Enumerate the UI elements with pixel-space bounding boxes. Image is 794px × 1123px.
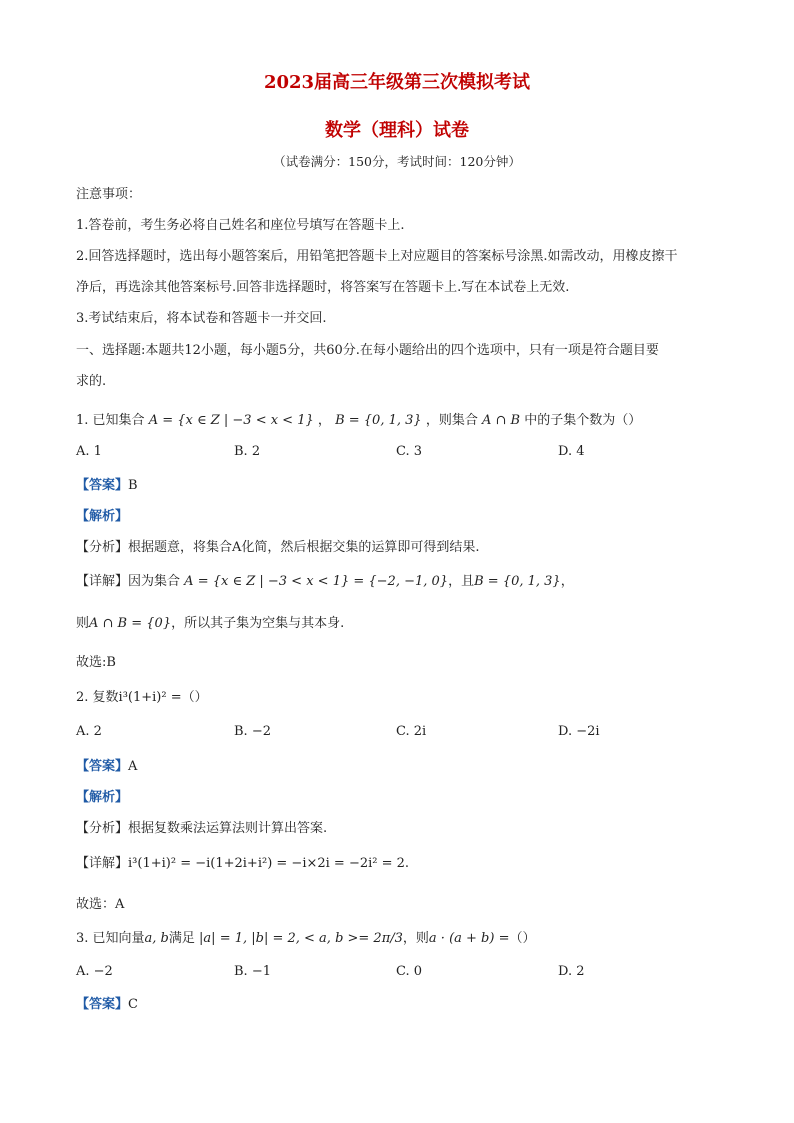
- q1-comma: ，: [317, 413, 331, 428]
- q3-option-a: A. −2: [76, 964, 113, 979]
- q2-option-b: B. −2: [234, 724, 271, 739]
- section-heading-line-1: 一、选择题:本题共12小题，每小题5分，共60分.在每小题给出的四个选项中，只有一项是符合题目要: [76, 343, 659, 358]
- q1-option-d: D. 4: [558, 444, 585, 459]
- conclusion-math: A ∩ B = {0}: [89, 616, 172, 631]
- analysis-tag: 【解析】: [76, 509, 129, 524]
- q3-vectors: a, b: [144, 931, 169, 946]
- xiangjie-math: A = {x ∈ Z | −3 < x < 1} = {−2, −1, 0}: [184, 574, 449, 589]
- q1-number: 1. 已知集合: [76, 413, 145, 428]
- q1-analysis: [76, 505, 128, 524]
- conclusion-pre: 则: [76, 616, 90, 631]
- notes-heading: 注意事项：: [76, 187, 142, 202]
- answer-value: B: [128, 478, 138, 493]
- q1-option-c: C. 3: [396, 444, 423, 459]
- question-1-stem: [76, 409, 641, 428]
- q1-tail-pre: ，则集合: [425, 413, 478, 428]
- fenxi-tag: 【分析】: [76, 821, 129, 836]
- xiangjie-tag: 【详解】: [76, 856, 129, 871]
- xiangjie-mid: ，且: [448, 574, 475, 589]
- analysis-tag: 【解析】: [76, 790, 129, 805]
- conclusion-tail: ，所以其子集为空集与其本身.: [171, 616, 345, 631]
- question-2-stem: [76, 686, 208, 705]
- q1-set-a: A = {x ∈ Z | −3 < x < 1}: [148, 413, 314, 428]
- q2-option-c: C. 2i: [396, 724, 427, 739]
- xiangjie-math-2: B = {0, 1, 3}: [474, 574, 561, 589]
- q1-answer: [76, 474, 138, 493]
- notes-item-3: 3.考试结束后，将本试卷和答题卡一并交回.: [76, 311, 327, 326]
- answer-value: A: [128, 759, 138, 774]
- q1-set-b: B = {0, 1, 3}: [335, 413, 422, 428]
- exam-title: 2023届高三年级第三次模拟考试: [263, 72, 531, 93]
- q2-fenxi: [76, 817, 327, 836]
- answer-tag: 【答案】: [76, 478, 129, 493]
- section-heading-line-2: 求的.: [76, 374, 107, 389]
- q1-fenxi: [76, 536, 480, 555]
- notes-item-2-line-1: 2.回答选择题时，选出每小题答案后，用铅笔把答题卡上对应题目的答案标号涂黑.如需改动，用橡皮擦干: [76, 249, 678, 264]
- q2-choose: 故选：A: [76, 897, 125, 912]
- q3-expr: a · (a + b) =: [428, 931, 510, 946]
- q3-condition: |a| = 1, |b| = 2, < a, b >= 2π/3: [199, 931, 403, 946]
- q2-option-a: A. 2: [76, 724, 102, 739]
- q1-option-a: A. 1: [76, 444, 102, 459]
- q3-answer: [76, 993, 138, 1012]
- fenxi-text: 根据题意，将集合A化简，然后根据交集的运算即可得到结果.: [128, 540, 480, 555]
- xiangjie-tag: 【详解】: [76, 574, 129, 589]
- q2-stem-pre: 2. 复数: [76, 690, 119, 705]
- q3-stem-pre: 3. 已知向量: [76, 931, 145, 946]
- xiangjie-end: ，: [560, 574, 574, 589]
- notes-item-2-line-2: 净后，再选涂其他答案标号.回答非选择题时，将答案写在答题卡上.写在本试卷上无效.: [76, 280, 570, 295]
- q3-option-d: D. 2: [558, 964, 585, 979]
- q1-choose: 故选:B: [76, 655, 116, 670]
- exam-subtitle: 数学（理科）试卷: [325, 120, 469, 141]
- q1-option-b: B. 2: [234, 444, 261, 459]
- q2-stem-tail: （）: [181, 690, 208, 705]
- q3-option-c: C. 0: [396, 964, 423, 979]
- q1-xiangjie: [76, 570, 574, 589]
- q2-xiangjie: [76, 852, 409, 871]
- answer-tag: 【答案】: [76, 759, 129, 774]
- fenxi-text: 根据复数乘法运算法则计算出答案.: [128, 821, 328, 836]
- q2-answer: [76, 755, 137, 774]
- exam-info: （试卷满分：150分，考试时间：120分钟）: [273, 154, 521, 169]
- answer-tag: 【答案】: [76, 997, 129, 1012]
- q1-expr: A ∩ B: [481, 413, 521, 428]
- q3-stem-then: ，则: [402, 931, 429, 946]
- q2-analysis: [76, 786, 128, 805]
- q1-conclusion: [76, 612, 344, 631]
- xiangjie-pre: 因为集合: [128, 574, 181, 589]
- q2-stem-math: i³(1+i)² =: [118, 690, 182, 705]
- xiangjie-end: .: [404, 856, 410, 871]
- q2-option-d: D. −2i: [558, 724, 600, 739]
- q3-stem-mid: 满足: [168, 931, 195, 946]
- question-3-stem: [76, 927, 535, 946]
- xiangjie-math: i³(1+i)² = −i(1+2i+i²) = −i×2i = −2i² = 2: [128, 856, 405, 871]
- fenxi-tag: 【分析】: [76, 540, 129, 555]
- q1-tail: 中的子集个数为（）: [524, 413, 642, 428]
- q3-stem-tail: （）: [509, 931, 536, 946]
- q3-option-b: B. −1: [234, 964, 271, 979]
- answer-value: C: [128, 997, 138, 1012]
- notes-item-1: 1.答卷前，考生务必将自己姓名和座位号填写在答题卡上.: [76, 218, 405, 233]
